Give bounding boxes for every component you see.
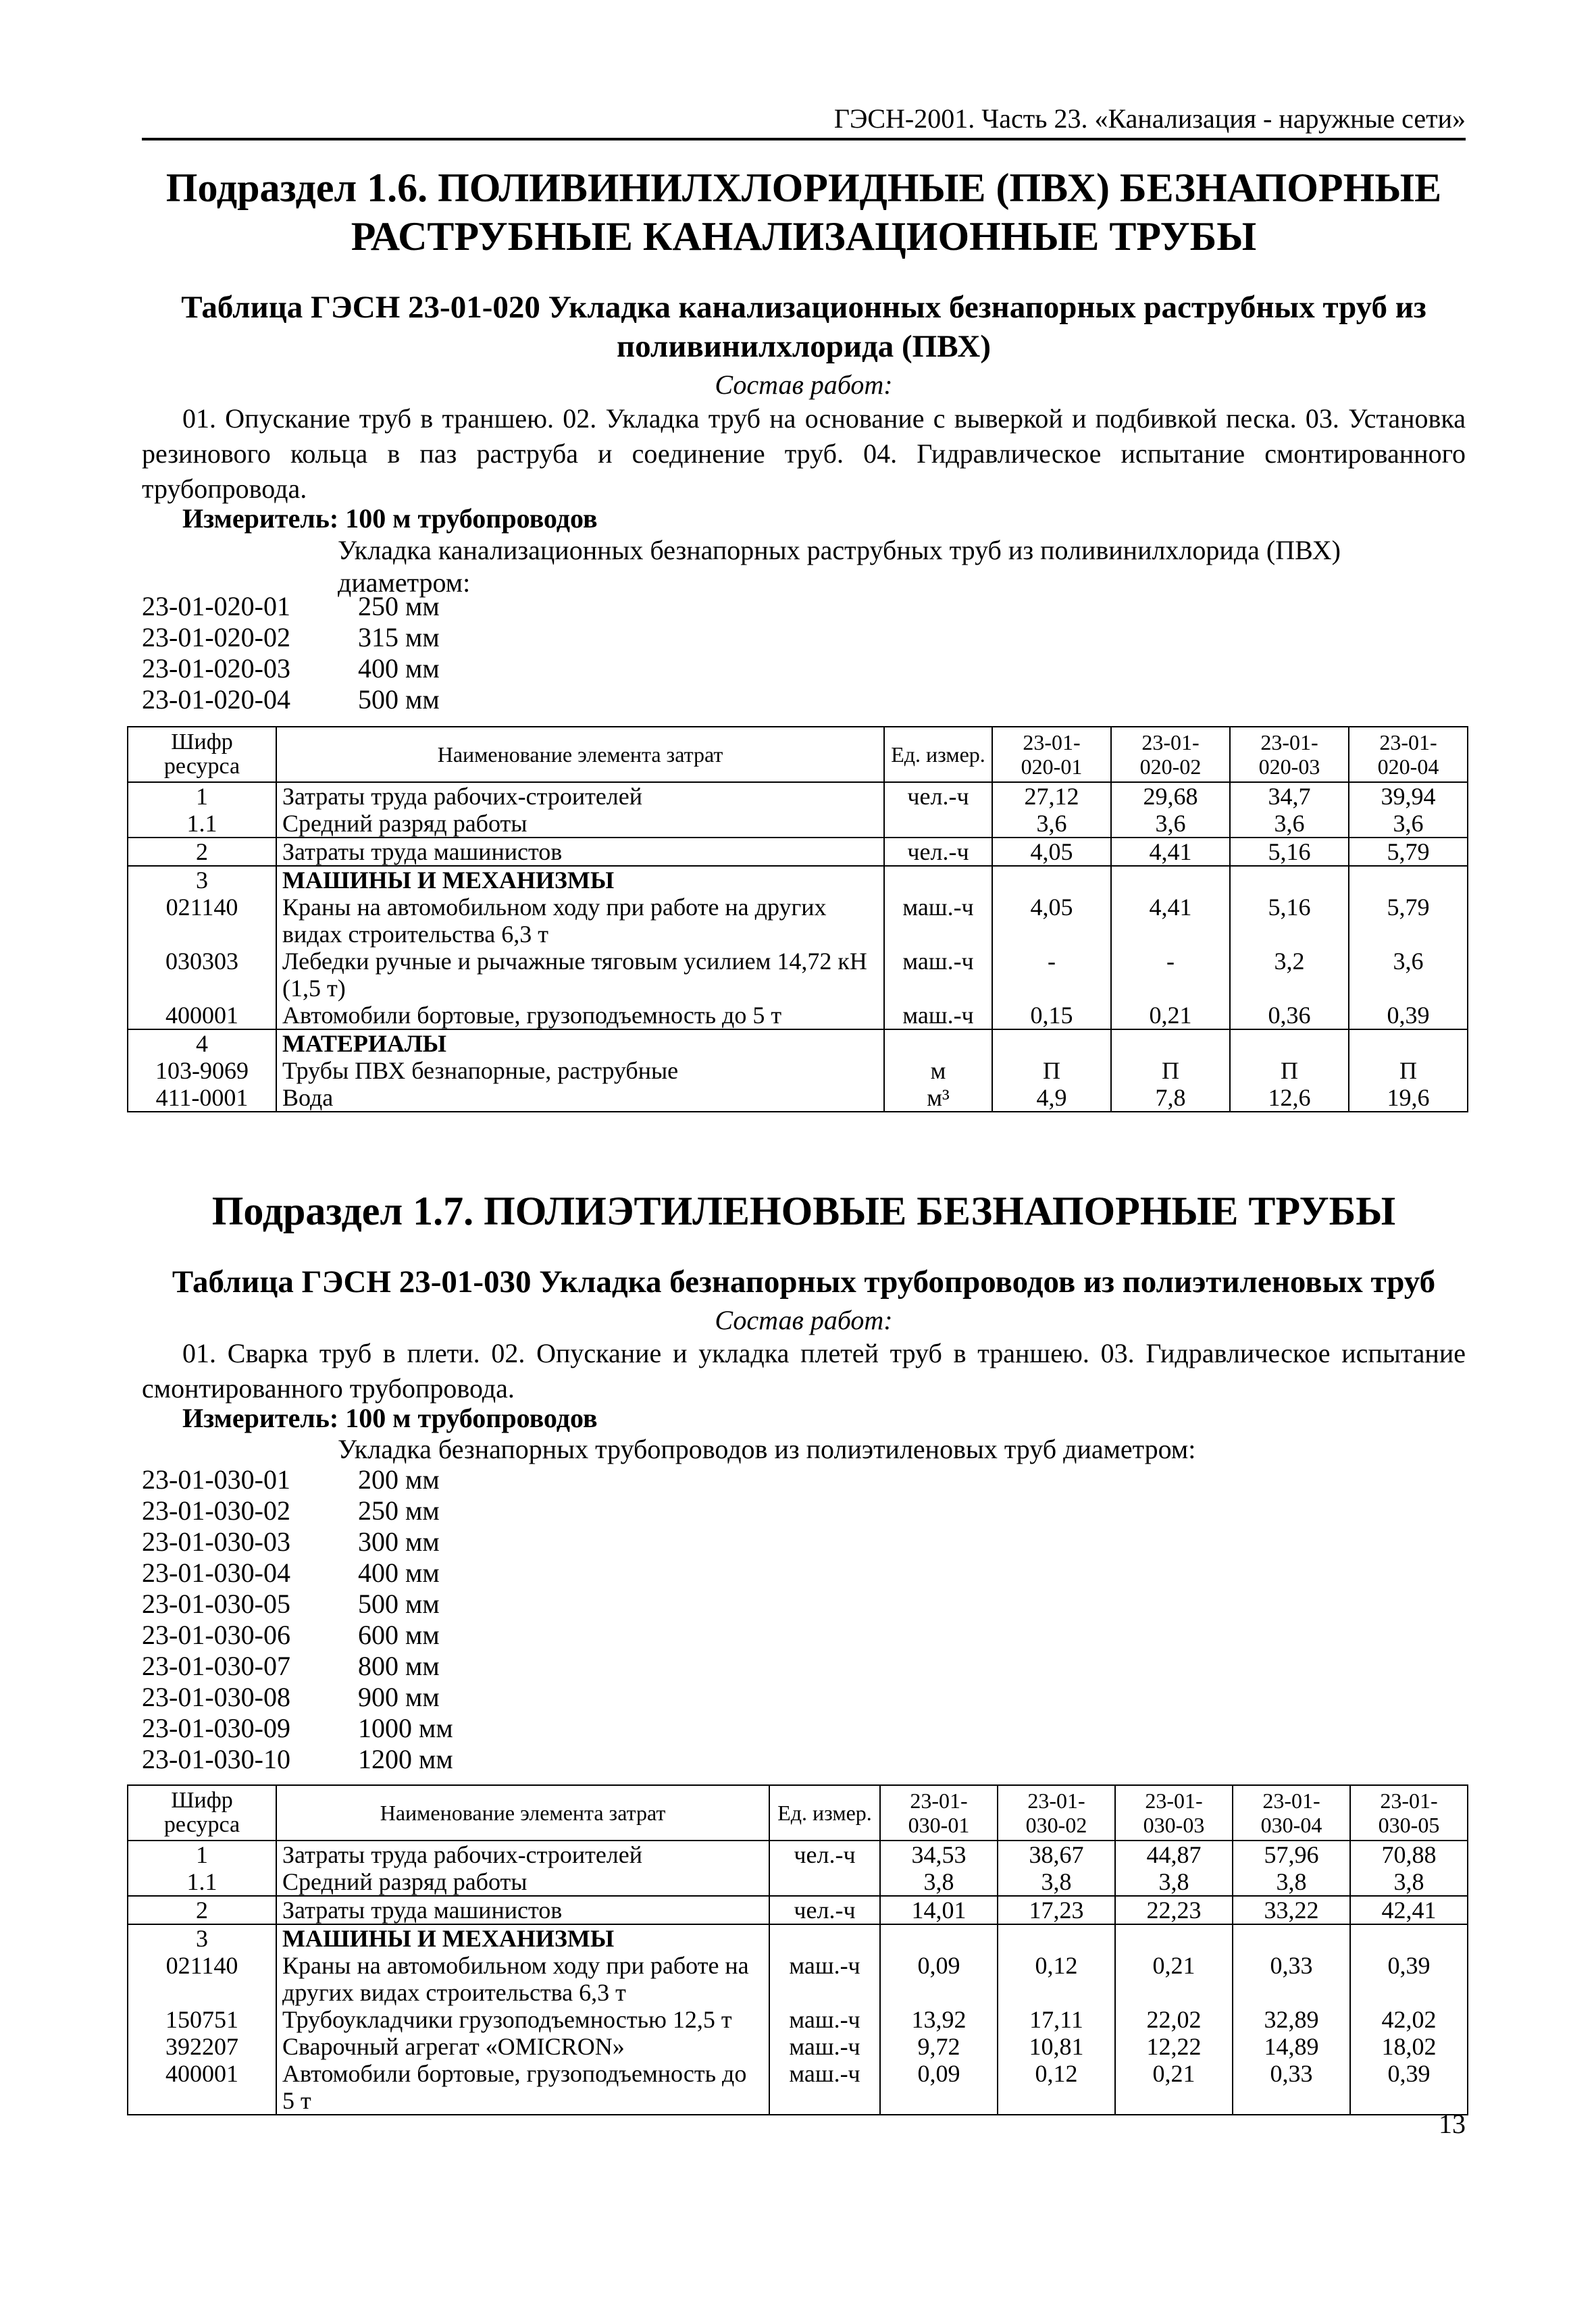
norm-code-item (142, 1589, 561, 1620)
norm-diameter: 400 мм (358, 653, 440, 684)
table-cell: Автомобили бортовые, грузоподъемность до 5 т (276, 2060, 769, 2115)
norm-diameter: 1200 мм (358, 1744, 453, 1774)
table-cell (884, 1029, 992, 1057)
table-row (128, 1841, 1468, 1868)
table-cell: 22,02 (1115, 2006, 1233, 2033)
table-23-01-030-title: Таблица ГЭСН 23-01-030 Укладка безнапорных трубопроводов из полиэтиленовых труб (172, 1264, 1436, 1300)
table-cell: 0,21 (1115, 2060, 1233, 2115)
table-row (128, 782, 1468, 810)
table-cell: 7,8 (1111, 1084, 1230, 1112)
table-cell: маш.-ч (884, 1002, 992, 1029)
col-header-code: Шифр ресурса (128, 1785, 276, 1841)
table-cell: 3,6 (1349, 948, 1468, 1002)
table-cell: 32,89 (1233, 2006, 1350, 2033)
table-cell: 3,2 (1230, 948, 1349, 1002)
table-cell: 150751 (128, 2006, 276, 2033)
table-cell: 103-9069 (128, 1057, 276, 1084)
table-cell: 0,12 (998, 1952, 1115, 2006)
table-cell: - (1111, 948, 1230, 1002)
norm-diameter: 600 мм (358, 1620, 440, 1650)
table-cell: 57,96 (1233, 1841, 1350, 1868)
table-cell: Трубоукладчики грузоподъемностью 12,5 т (276, 2006, 769, 2033)
norm-code-item (142, 1495, 561, 1526)
norm-code-item (142, 1744, 561, 1775)
table-cell: 0,33 (1233, 2060, 1350, 2115)
table-cell: 14,01 (880, 1896, 998, 1924)
table-cell: чел.-ч (884, 782, 992, 810)
table-cell: 392207 (128, 2033, 276, 2060)
table-cell: 5,79 (1349, 894, 1468, 948)
table-cell: 13,92 (880, 2006, 998, 2033)
table-cell (769, 1924, 880, 1952)
table-cell: 0,21 (1115, 1952, 1233, 2006)
norm-code-item (142, 684, 561, 715)
table-cell: 0,36 (1230, 1002, 1349, 1029)
table-cell: 1 (128, 1841, 276, 1868)
table-cell: 5,79 (1349, 838, 1468, 866)
table-header-row (128, 1785, 1468, 1841)
table-cell: 38,67 (998, 1841, 1115, 1868)
table-cell: 1 (128, 782, 276, 810)
table-cell: 021140 (128, 1952, 276, 2006)
table-header-row (128, 727, 1468, 782)
table-cell: 5,16 (1230, 838, 1349, 866)
table-cell: чел.-ч (769, 1841, 880, 1868)
norm-code-item (142, 591, 561, 622)
table-cell (998, 1924, 1115, 1952)
table-cell: 17,23 (998, 1896, 1115, 1924)
work-operations: 01. Опускание труб в траншею. 02. Укладка труб на основание с выверкой и подбивкой песка. 03. Установка резинового кольца в паз раструба и соединение труб. 04. Гидравлическое испытание смонтированного трубопровода. (142, 403, 1466, 504)
norm-code-item (142, 1526, 561, 1558)
table-cell: 1.1 (128, 1868, 276, 1896)
section-1-6-title-line2: РАСТРУБНЫЕ КАНАЛИЗАЦИОННЫЕ ТРУБЫ (351, 214, 1257, 259)
table-cell (769, 1868, 880, 1896)
col-header-norm: 23-01- 030-05 (1350, 1785, 1468, 1841)
norm-code: 23-01-030-10 (142, 1744, 290, 1774)
table-cell: 14,89 (1233, 2033, 1350, 2060)
table-cell: 3,8 (1115, 1868, 1233, 1896)
table-cell: 4,41 (1111, 838, 1230, 866)
col-header-name: Наименование элемента затрат (276, 727, 884, 782)
table-row (128, 894, 1468, 948)
measurement-unit: Измеритель: 100 м трубопроводов (182, 1403, 598, 1433)
table-cell: 021140 (128, 894, 276, 948)
table-23-01-020-title-line2: поливинилхлорида (ПВХ) (617, 329, 991, 364)
table-row (128, 1896, 1468, 1924)
table-cell: П (1111, 1057, 1230, 1084)
norm-code: 23-01-030-09 (142, 1713, 290, 1743)
norm-code-list (142, 1464, 561, 1775)
table-row-group-header (128, 1924, 1468, 1952)
norm-code: 23-01-030-04 (142, 1558, 290, 1588)
col-header-norm: 23-01- 020-03 (1230, 727, 1349, 782)
table-cell: 4,05 (992, 838, 1111, 866)
norm-code: 23-01-030-06 (142, 1620, 290, 1650)
table-cell: маш.-ч (769, 2006, 880, 2033)
col-header-name: Наименование элемента затрат (276, 1785, 769, 1841)
table-cell: 10,81 (998, 2033, 1115, 2060)
table-cell: П (1230, 1057, 1349, 1084)
table-cell: 1.1 (128, 810, 276, 838)
table-cell: 19,6 (1349, 1084, 1468, 1112)
table-cell: 34,53 (880, 1841, 998, 1868)
table-cell: Вода (276, 1084, 884, 1112)
resource-table-23-01-020 (127, 726, 1468, 1112)
norm-diameter: 250 мм (358, 591, 440, 621)
norm-code-item (142, 1464, 561, 1495)
table-cell: 29,68 (1111, 782, 1230, 810)
norm-code: 23-01-030-01 (142, 1464, 290, 1495)
table-cell: 34,7 (1230, 782, 1349, 810)
table-cell (1349, 866, 1468, 894)
table-cell: 0,33 (1233, 1952, 1350, 2006)
table-cell: 3,6 (1230, 810, 1349, 838)
table-cell: 42,41 (1350, 1896, 1468, 1924)
table-row (128, 1002, 1468, 1029)
table-cell: Краны на автомобильном ходу при работе на других видах строительства 6,3 т (276, 894, 884, 948)
table-cell (1349, 1029, 1468, 1057)
norm-code-item (142, 653, 561, 684)
norm-code-item (142, 1713, 561, 1744)
norm-code: 23-01-020-04 (142, 684, 290, 715)
table-23-01-020-title-line1: Таблица ГЭСН 23-01-020 Укладка канализационных безнапорных раструбных труб из (181, 290, 1426, 325)
col-header-norm: 23-01- 030-03 (1115, 1785, 1233, 1841)
table-cell: 3,8 (880, 1868, 998, 1896)
table-cell: 12,6 (1230, 1084, 1349, 1112)
table-row (128, 1868, 1468, 1896)
norm-code: 23-01-020-03 (142, 653, 290, 684)
table-cell: 3,8 (1350, 1868, 1468, 1896)
table-cell: Краны на автомобильном ходу при работе на других видах строительства 6,3 т (276, 1952, 769, 2006)
norm-diameter: 400 мм (358, 1558, 440, 1588)
table-row-group-header (128, 866, 1468, 894)
norm-code: 23-01-030-05 (142, 1589, 290, 1619)
table-cell: маш.-ч (769, 2060, 880, 2115)
table-cell: 0,39 (1350, 1952, 1468, 2006)
table-cell (1233, 1924, 1350, 1952)
table-cell: 0,39 (1350, 2060, 1468, 2115)
table-cell: чел.-ч (884, 838, 992, 866)
table-cell: 42,02 (1350, 2006, 1468, 2033)
table-row (128, 948, 1468, 1002)
table-cell: Средний разряд работы (276, 810, 884, 838)
table-cell: 3 (128, 1924, 276, 1952)
work-operations: 01. Сварка труб в плети. 02. Опускание и укладка плетей труб в траншею. 03. Гидравлическое испытание смонтированного трубопровода. (142, 1338, 1466, 1404)
table-cell: Затраты труда машинистов (276, 1896, 769, 1924)
section-1-6-title-line1: Подраздел 1.6. ПОЛИВИНИЛХЛОРИДНЫЕ (ПВХ) БЕЗНАПОРНЫЕ (165, 165, 1442, 210)
table-cell (1230, 866, 1349, 894)
table-cell: 33,22 (1233, 1896, 1350, 1924)
norm-code-item (142, 1558, 561, 1589)
table-cell: 400001 (128, 1002, 276, 1029)
norm-diameter: 250 мм (358, 1495, 440, 1526)
table-cell: Затраты труда рабочих-строителей (276, 1841, 769, 1868)
table-cell (884, 866, 992, 894)
table-cell: 70,88 (1350, 1841, 1468, 1868)
norm-code: 23-01-020-02 (142, 622, 290, 652)
col-header-code: Шифр ресурса (128, 727, 276, 782)
table-cell: 4,9 (992, 1084, 1111, 1112)
table-cell: 9,72 (880, 2033, 998, 2060)
table-cell: 2 (128, 838, 276, 866)
col-header-norm: 23-01- 020-02 (1111, 727, 1230, 782)
table-cell: 44,87 (1115, 1841, 1233, 1868)
table-row (128, 2060, 1468, 2115)
norm-diameter: 500 мм (358, 1589, 440, 1619)
norm-code: 23-01-030-07 (142, 1651, 290, 1681)
table-cell: 3,6 (1111, 810, 1230, 838)
table-cell: 0,12 (998, 2060, 1115, 2115)
norm-diameter: 500 мм (358, 684, 440, 715)
table-cell: 18,02 (1350, 2033, 1468, 2060)
table-row (128, 1057, 1468, 1084)
norm-code-item (142, 1682, 561, 1713)
norm-code: 23-01-020-01 (142, 591, 290, 621)
resource-table-23-01-030 (127, 1784, 1468, 2115)
table-cell: Автомобили бортовые, грузоподъемность до 5 т (276, 1002, 884, 1029)
table-cell: 3,8 (998, 1868, 1115, 1896)
table-cell (1111, 866, 1230, 894)
table-cell: Трубы ПВХ безнапорные, раструбные (276, 1057, 884, 1084)
table-cell: 3,8 (1233, 1868, 1350, 1896)
norm-diameter: 315 мм (358, 622, 440, 652)
table-cell: - (992, 948, 1111, 1002)
col-header-norm: 23-01- 030-01 (880, 1785, 998, 1841)
table-cell: 22,23 (1115, 1896, 1233, 1924)
table-row (128, 810, 1468, 838)
col-header-unit: Ед. измер. (769, 1785, 880, 1841)
col-header-norm: 23-01- 030-04 (1233, 1785, 1350, 1841)
table-cell (884, 810, 992, 838)
table-cell: МАШИНЫ И МЕХАНИЗМЫ (276, 1924, 769, 1952)
col-header-norm: 23-01- 030-02 (998, 1785, 1115, 1841)
table-cell: 39,94 (1349, 782, 1468, 810)
table-row (128, 2006, 1468, 2033)
measurement-unit: Измеритель: 100 м трубопроводов (182, 503, 598, 534)
table-cell: 400001 (128, 2060, 276, 2115)
table-cell (1230, 1029, 1349, 1057)
table-cell: Сварочный агрегат «OMICRON» (276, 2033, 769, 2060)
table-cell: маш.-ч (769, 2033, 880, 2060)
table-cell: 3,6 (992, 810, 1111, 838)
table-cell: Затраты труда рабочих-строителей (276, 782, 884, 810)
norm-diameter: 1000 мм (358, 1713, 453, 1743)
table-cell: маш.-ч (884, 894, 992, 948)
norm-intro-line1: Укладка канализационных безнапорных раструбных труб из поливинилхлорида (ПВХ) (338, 535, 1341, 565)
table-row (128, 838, 1468, 866)
table-cell (1350, 1924, 1468, 1952)
norm-diameter: 800 мм (358, 1651, 440, 1681)
page-number: 13 (1439, 2109, 1466, 2139)
table-row (128, 1952, 1468, 2006)
table-cell: МАШИНЫ И МЕХАНИЗМЫ (276, 866, 884, 894)
table-cell: 0,39 (1349, 1002, 1468, 1029)
table-cell (1111, 1029, 1230, 1057)
table-cell: 3 (128, 866, 276, 894)
table-cell: Средний разряд работы (276, 1868, 769, 1896)
norm-code: 23-01-030-02 (142, 1495, 290, 1526)
norm-diameter: 200 мм (358, 1464, 440, 1495)
table-cell (1115, 1924, 1233, 1952)
table-cell: 5,16 (1230, 894, 1349, 948)
norm-code-item (142, 1620, 561, 1651)
norm-intro-line2: диаметром: (338, 567, 471, 598)
table-cell: маш.-ч (769, 1952, 880, 2006)
norm-code: 23-01-030-03 (142, 1526, 290, 1557)
table-cell (992, 1029, 1111, 1057)
norm-code-list (142, 591, 561, 715)
table-cell: 12,22 (1115, 2033, 1233, 2060)
table-cell: м³ (884, 1084, 992, 1112)
table-cell: м (884, 1057, 992, 1084)
norm-code-item (142, 1651, 561, 1682)
table-cell: Затраты труда машинистов (276, 838, 884, 866)
section-1-7-title: Подраздел 1.7. ПОЛИЭТИЛЕНОВЫЕ БЕЗНАПОРНЫЕ ТРУБЫ (211, 1189, 1396, 1233)
col-header-norm: 23-01- 020-04 (1349, 727, 1468, 782)
table-cell: П (992, 1057, 1111, 1084)
table-cell: Лебедки ручные и рычажные тяговым усилием 14,72 кН (1,5 т) (276, 948, 884, 1002)
norm-code-item (142, 622, 561, 653)
table-cell: 27,12 (992, 782, 1111, 810)
table-cell: 411-0001 (128, 1084, 276, 1112)
table-cell (992, 866, 1111, 894)
norm-code: 23-01-030-08 (142, 1682, 290, 1712)
table-cell: 0,21 (1111, 1002, 1230, 1029)
table-cell: 3,6 (1349, 810, 1468, 838)
table-cell: 17,11 (998, 2006, 1115, 2033)
table-cell: 030303 (128, 948, 276, 1002)
col-header-unit: Ед. измер. (884, 727, 992, 782)
table-cell: МАТЕРИАЛЫ (276, 1029, 884, 1057)
composition-heading: Состав работ: (715, 369, 893, 400)
composition-heading: Состав работ: (715, 1305, 893, 1335)
norm-intro-line1: Укладка безнапорных трубопроводов из полиэтиленовых труб диаметром: (338, 1434, 1196, 1464)
running-header: ГЭСН-2001. Часть 23. «Канализация - наружные сети» (142, 101, 1466, 140)
table-row (128, 1084, 1468, 1112)
table-cell: 4,05 (992, 894, 1111, 948)
norm-diameter: 900 мм (358, 1682, 440, 1712)
table-cell: маш.-ч (884, 948, 992, 1002)
table-cell: 0,15 (992, 1002, 1111, 1029)
table-cell: 0,09 (880, 2060, 998, 2115)
table-cell (880, 1924, 998, 1952)
table-cell: 2 (128, 1896, 276, 1924)
norm-diameter: 300 мм (358, 1526, 440, 1557)
col-header-norm: 23-01- 020-01 (992, 727, 1111, 782)
table-row (128, 2033, 1468, 2060)
table-cell: 4,41 (1111, 894, 1230, 948)
table-cell: П (1349, 1057, 1468, 1084)
table-row-group-header (128, 1029, 1468, 1057)
table-cell: чел.-ч (769, 1896, 880, 1924)
table-cell: 0,09 (880, 1952, 998, 2006)
table-cell: 4 (128, 1029, 276, 1057)
